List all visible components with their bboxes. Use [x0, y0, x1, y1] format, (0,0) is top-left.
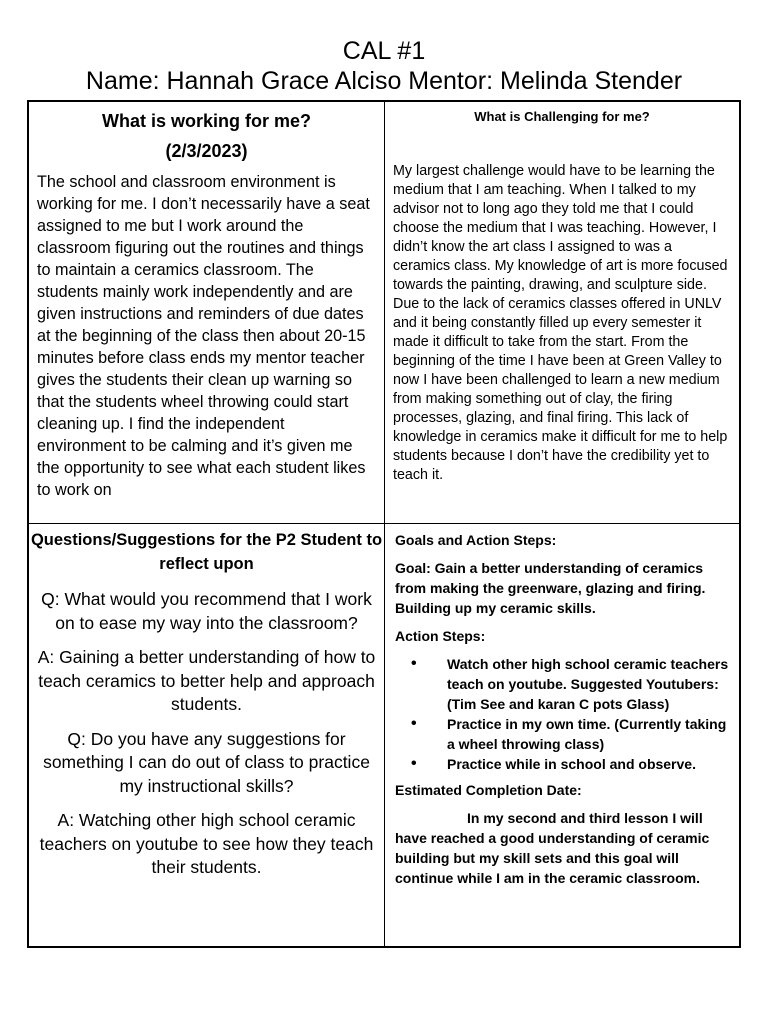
document-title: CAL #1	[342, 37, 426, 65]
list-item: • Watch other high school ceramic teachers teach on youtube. Suggested Youtubers: (Tim See and karan C pots Glass)	[411, 655, 729, 712]
question-2: Q: Do you have any suggestions for something I can do out of class to practice my instructional skills?	[43, 728, 370, 796]
answer-2: A: Watching other high school ceramic teachers on youtube to see how they teach their students.	[39, 810, 374, 877]
questions-cell	[29, 524, 385, 946]
name-mentor-line: Name: Hannah Grace Alciso Mentor: Melinda Stender	[85, 67, 683, 95]
goals-heading: Goals and Action Steps:	[395, 532, 557, 548]
working-heading: What is working for me?	[101, 111, 311, 131]
list-item: • Practice in my own time. (Currently taking a wheel throwing class)	[411, 715, 727, 752]
completion-text: In my second and third lesson I will have reached a good understanding of ceramic building but my skill sets and this goal will continue while I am in the ceramic classroom.	[395, 810, 710, 886]
working-date: (2/3/2023)	[165, 141, 248, 161]
working-cell	[29, 102, 385, 524]
challenging-heading: What is Challenging for me?	[474, 109, 650, 124]
challenging-cell	[385, 102, 739, 524]
bullet-icon: •	[411, 755, 417, 772]
completion-heading: Estimated Completion Date:	[395, 782, 582, 798]
action-steps-list	[395, 654, 733, 774]
question-1: Q: What would you recommend that I work on to ease my way into the classroom?	[41, 589, 372, 633]
answer-1: A: Gaining a better understanding of how to teach ceramics to better help and approach students.	[37, 647, 376, 714]
bullet-icon: •	[411, 655, 417, 672]
goals-cell	[385, 524, 739, 946]
goal-statement: Goal: Gain a better understanding of ceramics from making the greenware, glazing and firing. Building up my ceramic skills.	[395, 560, 706, 616]
bullet-icon: •	[411, 715, 417, 732]
reflection-table	[27, 100, 741, 948]
questions-heading: Questions/Suggestions for the P2 Student to reflect upon	[30, 531, 383, 573]
action-steps-heading: Action Steps:	[395, 628, 486, 644]
working-body: The school and classroom environment is working for me. I don’t necessarily have a seat assigned to me but I work around the classroom figuring out the routines and things to maintain a ceramics classroom. The students mainly work independently and are given instructions and reminders of due dates at the beginning of the class then about 20-15 minutes before class ends my mentor teacher gives the students their clean up warning so that the students wheel throwing could start cleaning up. I find the independent environment to be calming and it’s given me the opportunity to see what each student likes to work on	[37, 173, 370, 499]
list-item: • Practice while in school and observe.	[411, 755, 696, 772]
challenging-body: My largest challenge would have to be learning the medium that I am teaching. When I talked to my advisor not to long ago they told me that I could choose the medium that I was teaching. However, I didn’t know the art class I assigned to was a ceramics class. My knowledge of art is more focused towards the painting, drawing, and sculpture side. Due to the lack of ceramics classes offered in UNLV and it being constantly filled up every semester it made it difficult to take from the start. From the beginning of the time I have been at Green Valley to now I have been challenged to learn a new medium from making something out of clay, the firing processes, glazing, and final firing. This lack of knowledge in ceramics make it difficult for me to help students because I don’t have the credibility yet to teach it.	[393, 163, 728, 483]
